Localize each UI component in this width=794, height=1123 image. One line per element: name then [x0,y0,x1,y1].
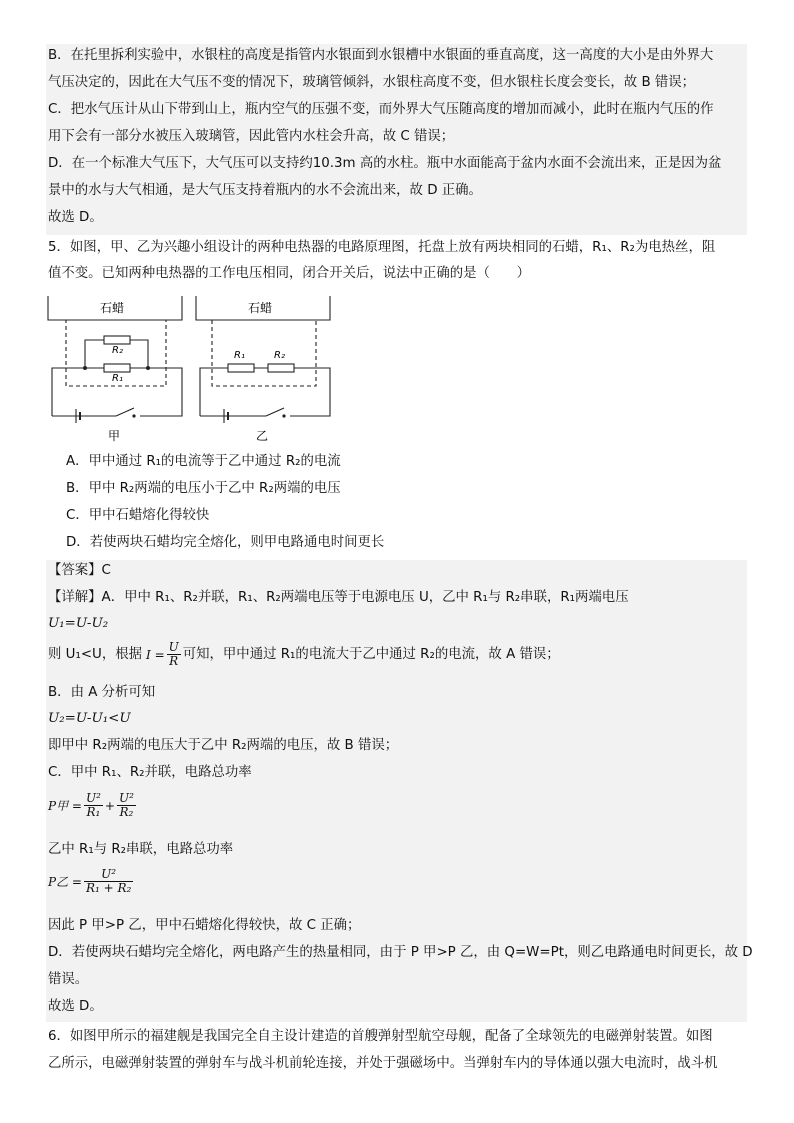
answer-line: 【答案】C [48,563,111,578]
fraction-denominator: R₁ + R₂ [85,881,132,895]
formula-lhs: P乙 = [48,875,82,889]
explanation-line: 乙中 R₁与 R₂串联，电路总功率 [48,842,234,857]
question-6-line: 6．如图甲所示的福建舰是我国完全自主设计建造的首艘弹射型航空母舰，配备了全球领先的电磁弹射装置。如图 [48,1029,713,1044]
explanation-text: 则 U₁<U，根据 [48,646,143,662]
explanation-line-with-formula [48,641,560,668]
wax-label-yi: 石蜡 [248,301,273,315]
text-line: D．在一个标准大气压下，大气压可以支持约10.3m 高的水柱。瓶中水面能高于盆内水面不会流出来，正是因为盆 [48,156,722,171]
plus-sign: + [104,798,115,813]
explanation-line: 因此 P 甲>P 乙，甲中石蜡熔化得较快，故 C 正确； [48,918,361,933]
explanation-line: 即甲中 R₂两端的电压大于乙中 R₂两端的电压，故 B 错误； [48,738,399,753]
resistor-label-r1-jia: R₁ [112,373,123,384]
explanation-text: 可知，甲中通过 R₁的电流大于乙中通过 R₂的电流，故 A 错误； [182,646,560,662]
question-6-line: 乙所示，电磁弹射装置的弹射车与战斗机前轮连接，并处于强磁场中。当弹射车内的导体通以强大电流时，战斗机 [48,1056,718,1071]
resistor-label-r2-yi: R₂ [274,350,285,361]
equation-line: U₂=U-U₁<U [48,711,131,726]
fraction-denominator: R₁ [86,805,101,819]
fraction [84,868,133,895]
fraction [117,792,136,819]
explanation-line: 错误。 [48,972,89,987]
fraction-denominator: R [169,654,179,668]
ohm-fraction [167,641,181,668]
fraction-numerator: U² [85,791,101,805]
text-line: 用下会有一部分水被压入玻璃管，因此管内水柱会升高，故 C 错误； [48,129,455,144]
equation-line: U₁=U-U₂ [48,616,109,631]
option-b: B．甲中 R₂两端的电压小于乙中 R₂两端的电压 [66,481,341,496]
explanation-line: B．由 A 分析可知 [48,685,156,700]
explanation-line: C．甲中 R₁、R₂并联，电路总功率 [48,765,252,780]
option-a: A．甲中通过 R₁的电流等于乙中通过 R₂的电流 [66,454,341,469]
question-5-line: 5．如图，甲、乙为兴趣小组设计的两种电热器的电路原理图，托盘上放有两块相同的石蜡，R₁、R₂为电热丝，阻 [48,240,716,255]
explanation-line: 故选 D。 [48,999,103,1014]
text-line: C．把水气压计从山下带到山上，瓶内空气的压强不变，而外界大气压随高度的增加而减小，此时在瓶内气压的作 [48,102,714,117]
explanation-line: 【详解】A．甲中 R₁、R₂并联，R₁、R₂两端电压等于电源电压 U，乙中 R₁与 R₂串联，R₁两端电压 [48,590,629,605]
text-line: 景中的水与大气相通，是大气压支持着瓶内的水不会流出来，故 D 正确。 [48,183,482,198]
option-d: D．若使两块石蜡均完全熔化，则甲电路通电时间更长 [66,535,385,550]
formula-lhs: P甲 = [48,799,82,813]
circuit-label-yi: 乙 [256,429,269,443]
text-line: 气压决定的，因此在大气压不变的情况下，玻璃管倾斜，水银柱高度不变，但水银柱长度会变长，故 B 错误； [48,75,696,90]
option-c: C．甲中石蜡熔化得较快 [66,508,210,523]
resistor-label-r2-jia: R₂ [112,345,123,356]
fraction-numerator: U [168,640,179,654]
text-line: 故选 D。 [48,210,103,225]
power-jia-formula [48,792,138,819]
resistor-label-r1-yi: R₁ [234,350,245,361]
fraction [84,792,103,819]
fraction-numerator: U² [118,791,134,805]
power-yi-formula [48,868,135,895]
fraction-numerator: U² [84,868,133,882]
circuit-label-jia: 甲 [108,429,121,443]
question-5-line: 值不变。已知两种电热器的工作电压相同，闭合开关后，说法中正确的是（ ） [48,266,531,281]
ohm-lhs: I = [146,647,165,662]
explanation-line: D．若使两块石蜡均完全熔化，两电路产生的热量相同，由于 P 甲>P 乙，由 Q=W=Pt，则乙电路通电时间更长，故 D [48,945,753,960]
fraction-denominator: R₂ [119,805,134,819]
text-line: B．在托里拆利实验中，水银柱的高度是指管内水银面到水银槽中水银面的垂直高度，这一高度的大小是由外界大 [48,48,714,63]
circuit-figure [44,290,334,450]
wax-label-jia: 石蜡 [100,301,125,315]
